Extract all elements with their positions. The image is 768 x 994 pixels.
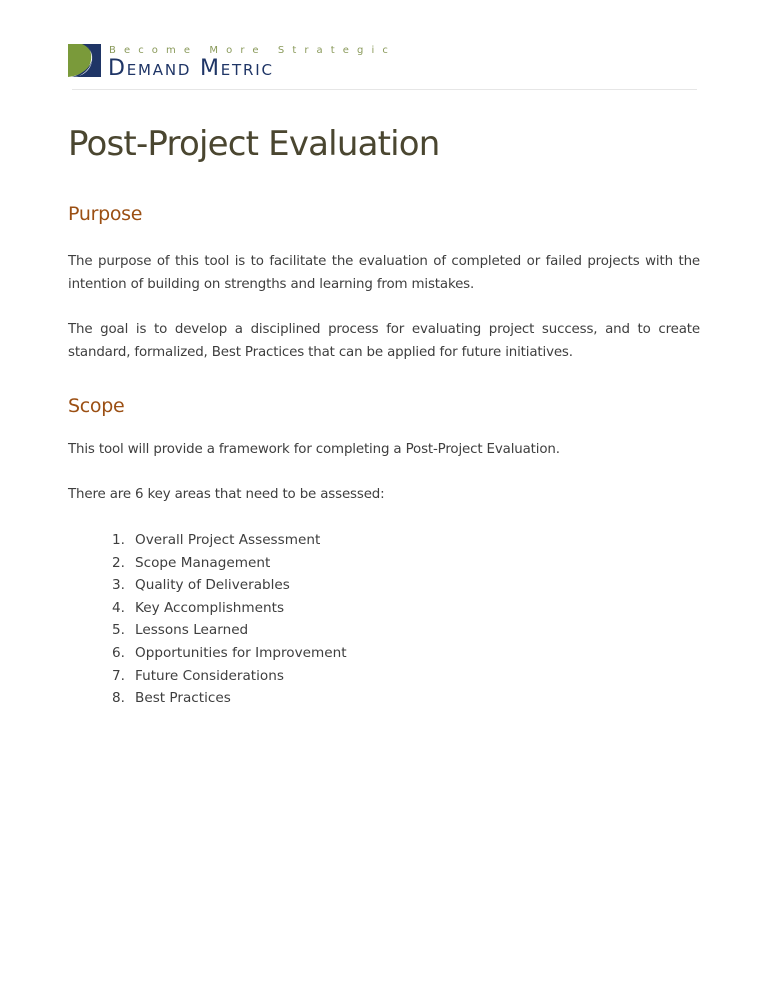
list-item [112,600,347,623]
logo-brand-name: Demand Metric [108,56,274,81]
logo-tagline: Become More Strategic [109,45,396,56]
list-item-text: Quality of Deliverables [135,577,290,594]
list-item [112,577,347,600]
scope-paragraph-2: There are 6 key areas that need to be assessed: [68,487,385,502]
list-item-number: 3. [112,577,125,594]
list-item-number: 6. [112,644,125,661]
purpose-paragraph-1: The purpose of this tool is to facilitate the evaluation of completed or failed projects with the intention of building on strengths and learning from mistakes. [68,254,700,292]
list-item-number: 7. [112,667,125,684]
list-item-number: 4. [112,599,125,616]
header-divider [72,89,697,90]
demand-metric-logo [68,44,396,81]
scope-paragraph-1: This tool will provide a framework for completing a Post-Project Evaluation. [68,442,560,457]
list-item-text: Opportunities for Improvement [135,644,347,661]
list-item [112,532,347,555]
list-item-text: Overall Project Assessment [135,532,321,548]
page-title: Post-Project Evaluation [68,124,440,164]
list-item-text: Future Considerations [135,667,284,684]
purpose-paragraph-2: The goal is to develop a disciplined process for evaluating project success, and to create standard, formalized, Best Practices that can be applied for future initiatives. [68,322,700,360]
list-item-number: 8. [112,690,125,707]
key-areas-list [112,532,347,713]
list-item-text: Key Accomplishments [135,599,285,616]
list-item-number: 2. [112,554,125,571]
list-item [112,668,347,691]
list-item-text: Best Practices [135,690,231,707]
list-item [112,690,347,713]
list-item [112,645,347,668]
list-item-text: Scope Management [135,554,271,571]
list-item-number: 1. [112,532,125,548]
list-item-text: Lessons Learned [135,622,249,639]
list-item [112,622,347,645]
list-item [112,555,347,578]
section-heading-purpose: Purpose [68,203,143,225]
demand-metric-logo-icon [68,44,101,77]
list-item-number: 5. [112,622,125,639]
section-heading-scope: Scope [68,395,125,417]
